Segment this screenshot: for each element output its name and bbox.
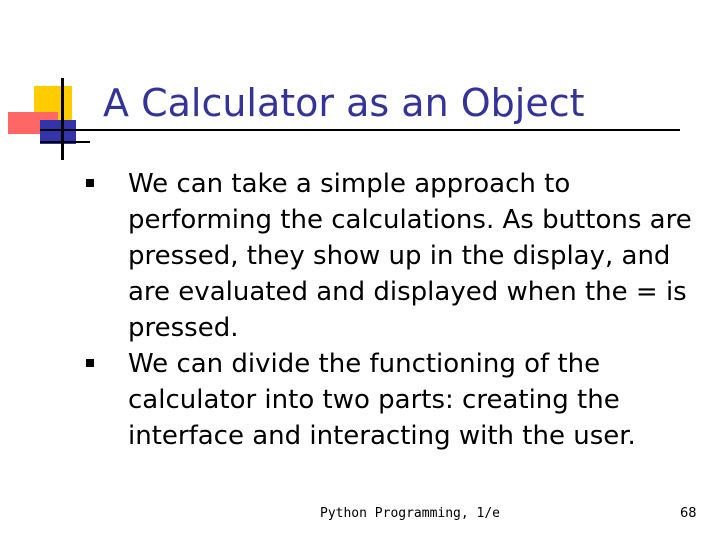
square-bullet-icon [86, 179, 94, 187]
bullet-item [86, 166, 696, 346]
decorative-vertical-line [61, 78, 64, 160]
decorative-horizontal-line [40, 141, 90, 143]
bullet-text: We can take a simple approach to performing the calculations. As buttons are pressed, they show up in the display, and are evaluated and displayed when the = is pressed. [128, 169, 692, 343]
bullet-list [86, 166, 696, 454]
page-number: 68 [680, 506, 697, 521]
slide-title: A Calculator as an Object [103, 81, 585, 125]
bullet-text: We can divide the functioning of the calculator into two parts: creating the interface and interacting with the user. [128, 349, 636, 451]
slide-footer: Python Programming, 1/e [320, 506, 501, 521]
bullet-item [86, 346, 696, 454]
title-underline [40, 129, 680, 131]
square-bullet-icon [86, 359, 94, 367]
